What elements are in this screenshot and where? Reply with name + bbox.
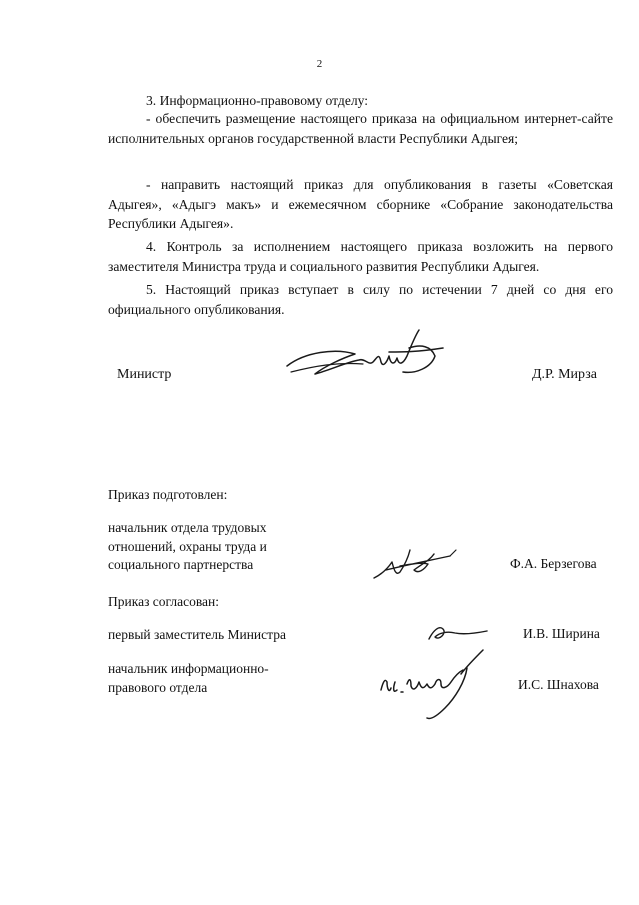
minister-signature xyxy=(285,322,460,392)
paragraph-item-5: 5. Настоящий приказ вступает в силу по истечении 7 дней со дня его официального опубликования. xyxy=(108,282,613,317)
minister-name: Д.Р. Мирза xyxy=(532,367,597,382)
paragraph-item-3-publish-site: - обеспечить размещение настоящего приказа на официальном интернет-сайте исполнительных органов государственной власти Республики Адыгея; xyxy=(108,111,613,146)
paragraph-item-3: 3. Информационно-правовому отделу: xyxy=(146,93,369,108)
agreed-2-name: И.С. Шнахова xyxy=(518,677,599,692)
prepared-name: Ф.А. Берзегова xyxy=(510,556,597,571)
paragraph-item-3-publish-press: - направить настоящий приказ для опубликования в газеты «Советская Адыгея», «Адыгэ макъ» и ежемесячном сборнике «Собрание законодательства Республики Адыгея». xyxy=(108,177,613,231)
agreed-1-name: И.В. Ширина xyxy=(523,626,600,641)
agreed-2-position: начальник информационно- правового отдела xyxy=(108,661,269,695)
paragraph-item-4: 4. Контроль за исполнением настоящего приказа возложить на первого заместителя Министра труда и социального развития Республики Адыгея. xyxy=(108,239,613,274)
minister-title: Министр xyxy=(117,367,172,382)
agreed-1-position: первый заместитель Министра xyxy=(108,627,286,642)
agreed-label: Приказ согласован: xyxy=(108,594,220,609)
page-number: 2 xyxy=(316,58,323,70)
agreed-1-signature xyxy=(425,615,490,645)
agreed-2-signature xyxy=(375,648,505,723)
prepared-position: начальник отдела трудовых отношений, охраны труда и социального партнерства xyxy=(108,520,267,573)
prepared-signature xyxy=(370,540,465,585)
prepared-label: Приказ подготовлен: xyxy=(108,487,228,502)
